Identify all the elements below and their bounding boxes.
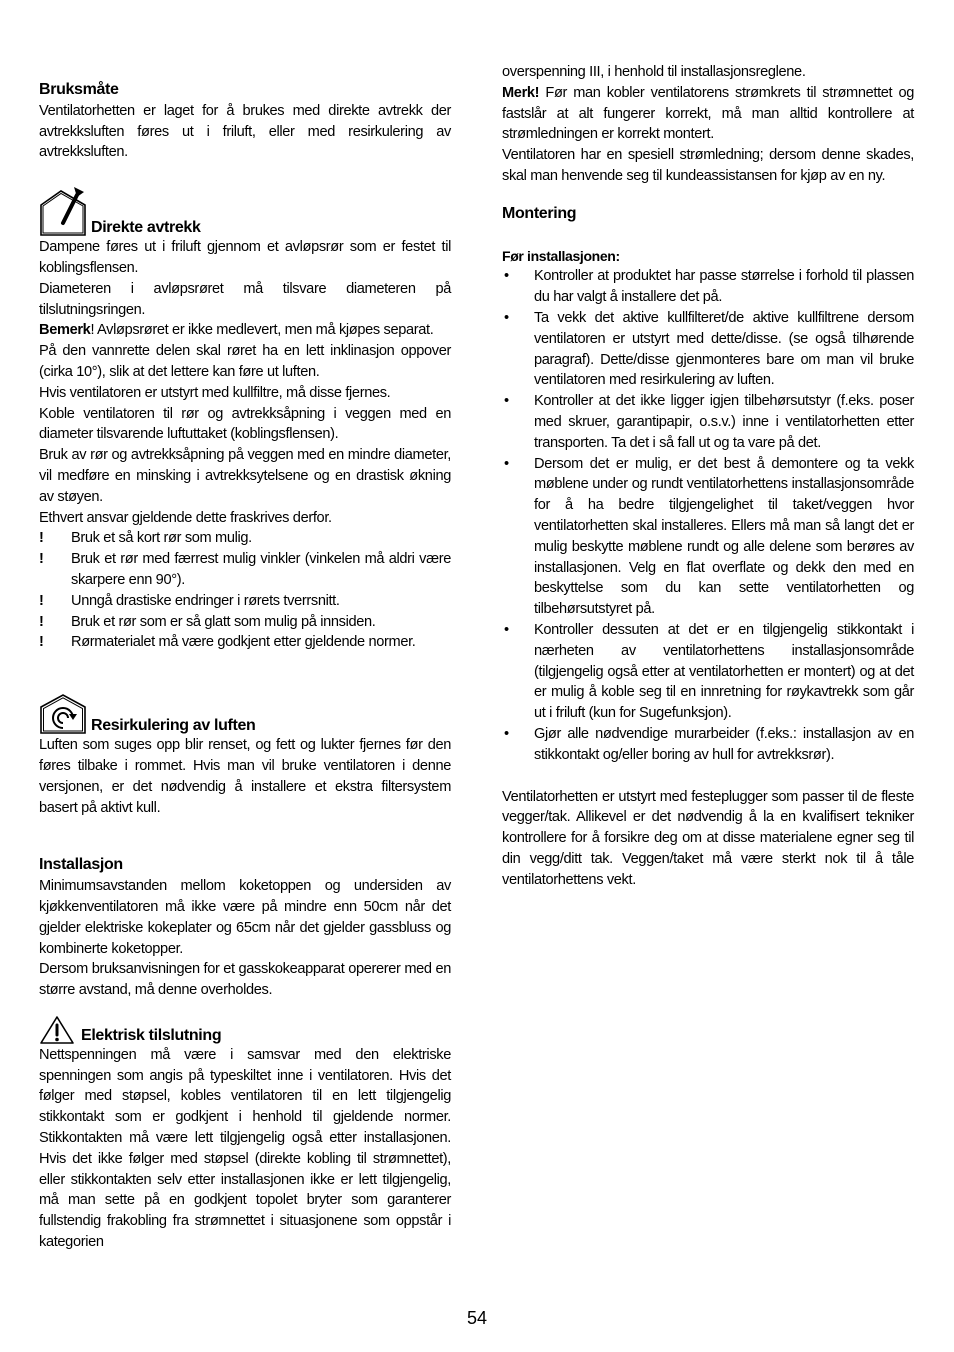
bullet-mark: • xyxy=(504,621,509,638)
list-item-text: Kontroller at det ikke ligger igjen tilbehørsutstyr (f.eks. poser med skruer, garantipapir, o.s.v.) inne i ventilatorhetten etter transporten. Ta det i så fall ut og ta vare på det. xyxy=(534,393,914,451)
direkte-p4: På den vannrette delen skal røret ha en lett inklinasjon oppover (cirka 10°), slik at det lettere kan føre ut luften. xyxy=(39,343,451,380)
direkte-p3 xyxy=(39,320,451,341)
list-item-text: Unngå drastiske endringer i rørets tverrsnitt. xyxy=(71,592,340,609)
page-number: 54 xyxy=(466,1308,488,1328)
merk-label: Merk! xyxy=(502,84,540,101)
installasjon-p1: Minimumsavstanden mellom koketoppen og undersiden av kjøkkenventilatoren må ikke være på mindre enn 50cm når det gjelder elektriske kokeplater og 65cm når det gjelder gassbluss og kombinerte koketopper. xyxy=(39,878,451,957)
elektrisk-cont-p1: overspenning III, i henhold til installasjonsreglene. xyxy=(502,64,806,80)
bullet-mark: • xyxy=(504,268,509,285)
direkte-p5: Hvis ventilatoren er utstyrt med kullfiltre, må disse fjernes. xyxy=(39,384,391,401)
pipe-advice-list xyxy=(39,528,451,653)
list-item xyxy=(39,591,451,612)
bullet-mark: • xyxy=(504,455,509,472)
list-item xyxy=(502,454,914,620)
list-item-text: Bruk et så kort rør som mulig. xyxy=(71,530,252,547)
bemerk-label: Bemerk xyxy=(39,322,91,339)
exclamation-mark: ! xyxy=(39,613,44,630)
list-item-text: Kontroller dessuten at det er en tilgjengelig stikkontakt i nærheten av ventilatorhettens installasjonsområde (tilgjengelig også etter at ventilatorhetten er montert) og at det er mulig å koble seg til en innretning for røykavtrekk som går ut i friluft (kun for Sugefunksjon). xyxy=(534,621,914,722)
direkte-p1: Dampene føres ut i friluft gjennom et avløpsrør som er festet til koblingsflensen. xyxy=(39,239,451,276)
list-item xyxy=(39,612,451,633)
elektrisk-cont-p2 xyxy=(502,83,914,145)
list-item xyxy=(39,528,451,549)
list-item-text: Dersom det er mulig, er det best å demontere og ta vekk møblene under og rundt ventilatorhettens installasjonsområde for å ha bedre tilgjengelighet til taket/veggen hvor ventilatorhetten skal installeres. Ellers må man så langt det er mulig beskytte møblene rundt og alle delene som berøres av installasjonen. Velg en flat overflate og dekk den med en beskyttelse som du kan sette ventilatorhetten og tilbehørsutstyret på. xyxy=(534,455,914,618)
exclamation-mark: ! xyxy=(39,592,44,609)
direkte-heading xyxy=(39,185,451,237)
direkte-p6: Koble ventilatoren til rør og avtrekksåpning i veggen med en diameter tilsvarende luftuttaket (koblingsflensen). xyxy=(39,405,451,443)
list-item xyxy=(39,549,451,591)
section-title-montering: Montering xyxy=(502,204,577,222)
section-title-resirk: Resirkulering av luften xyxy=(91,717,256,735)
list-item xyxy=(502,391,914,453)
resirk-text: Luften som suges opp blir renset, og fett og lukter fjernes før den føres tilbake i rommet. Hvis man vil bruke ventilatoren i denne versjonen, er det nødvendig å installere et ekstra filtersystem basert på aktivt kull. xyxy=(39,737,451,816)
list-item xyxy=(502,266,914,308)
elektrisk-cont-p3: Ventilatoren har en spesiell strømledning; dersom denne skades, skal man henvende seg til kundeassistansen for kjøp av en ny. xyxy=(502,147,914,184)
preinstall-checklist xyxy=(502,266,914,765)
recirculation-icon xyxy=(39,693,87,735)
bullet-mark: • xyxy=(504,393,509,410)
list-item-text: Ta vekk det aktive kullfilteret/de aktive kullfiltrene dersom ventilatoren er utstyrt med dette/disse. (se også tilhørende paragraf). Dette/disse gjenmonteres bare om man vil bruke ventilatoren med resirkulering av luften. xyxy=(534,309,914,389)
bullet-mark: • xyxy=(504,725,509,742)
exclamation-mark: ! xyxy=(39,551,44,568)
bemerk-text: ! Avløpsrøret er ikke medlevert, men må kjøpes separat. xyxy=(90,322,434,339)
bullet-mark: • xyxy=(504,309,509,326)
list-item xyxy=(39,632,451,653)
right-column xyxy=(502,0,914,890)
warning-icon xyxy=(39,1015,75,1045)
left-column xyxy=(39,0,451,1253)
list-item-text: Rørmaterialet må være godkjent etter gjeldende normer. xyxy=(71,634,416,651)
direkte-p7: Bruk av rør og avtrekksåpning på veggen med en mindre diameter, vil medføre en minsking i avtrekksytelsene og en drastisk økning av støyen. xyxy=(39,447,451,505)
section-title-installasjon: Installasjon xyxy=(39,856,123,874)
montering-subtitle: Før installasjonen: xyxy=(502,247,620,264)
resirk-heading xyxy=(39,693,451,735)
section-title-direkte: Direkte avtrekk xyxy=(91,219,201,237)
list-item-text: Bruk et rør med færrest mulig vinkler (vinkelen må aldri være skarpere enn 90°). xyxy=(71,551,451,588)
list-item xyxy=(502,724,914,766)
list-item-text: Bruk et rør som er så glatt som mulig på innsiden. xyxy=(71,613,376,630)
bruksmate-text: Ventilatorhetten er laget for å brukes med direkte avtrekk der avtrekksluften føres ut i friluft, eller med resirkulering av avtrekksluften. xyxy=(39,102,451,161)
list-item-text: Gjør alle nødvendige murarbeider (f.eks.: installasjon av en stikkontakt og/eller boring av hull for avtrekksrør). xyxy=(534,725,914,763)
section-title-bruksmate: Bruksmåte xyxy=(39,81,119,98)
merk-text: Før man kobler ventilatorens strømkrets til strømnettet og fastslår at alt fungerer korrekt, må man alltid kontrollere at strømledningen er korrekt montert. xyxy=(502,84,914,143)
list-item xyxy=(502,620,914,724)
direkte-p8: Ethvert ansvar gjeldende dette fraskrives derfor. xyxy=(39,509,332,526)
direkte-p2: Diameteren i avløpsrøret må tilsvare diameteren på tilslutningsringen. xyxy=(39,280,451,318)
list-item xyxy=(502,308,914,391)
exclamation-mark: ! xyxy=(39,634,44,651)
exclamation-mark: ! xyxy=(39,530,44,547)
elektrisk-heading xyxy=(39,1015,451,1045)
installasjon-p2: Dersom bruksanvisningen for et gasskokeapparat opererer med en større avstand, må denne overholdes. xyxy=(39,961,451,999)
section-title-elektrisk: Elektrisk tilslutning xyxy=(81,1027,222,1045)
montering-closing: Ventilatorhetten er utstyrt med festeplugger som passer til de fleste vegger/tak. Allikevel er det nødvendig å la en kvalifisert tekniker kontrollere for å forsikre deg om at disse materialene egner seg til din vegg/ditt tak. Veggen/taket må være sterkt nok til å tåle ventilatorhettens vekt. xyxy=(502,788,914,888)
elektrisk-text: Nettspenningen må være i samsvar med den elektriske spenningen som angis på typeskiltet inne i ventilatoren. Hvis det følger med støpsel, kobles ventilatoren til en lett tilgjengelig stikkontakt som er godkjent i henhold til gjeldende normer. Stikkontakten må være lett tilgjengelig også etter installasjonen. Hvis det ikke følger med støpsel (direkte kobling til strømnettet), eller stikkontakten selv etter installasjonen ikke er lett tilgjengelig, må man sette på en godkjent topolet bryter som garanterer fullstendig frakobling fra strømnettet i situasjonene som oppstår i kategorien xyxy=(39,1046,451,1251)
house-chimney-icon xyxy=(39,185,87,237)
list-item-text: Kontroller at produktet har passe størrelse i forhold til plassen du har valgt å installere det på. xyxy=(534,268,914,306)
